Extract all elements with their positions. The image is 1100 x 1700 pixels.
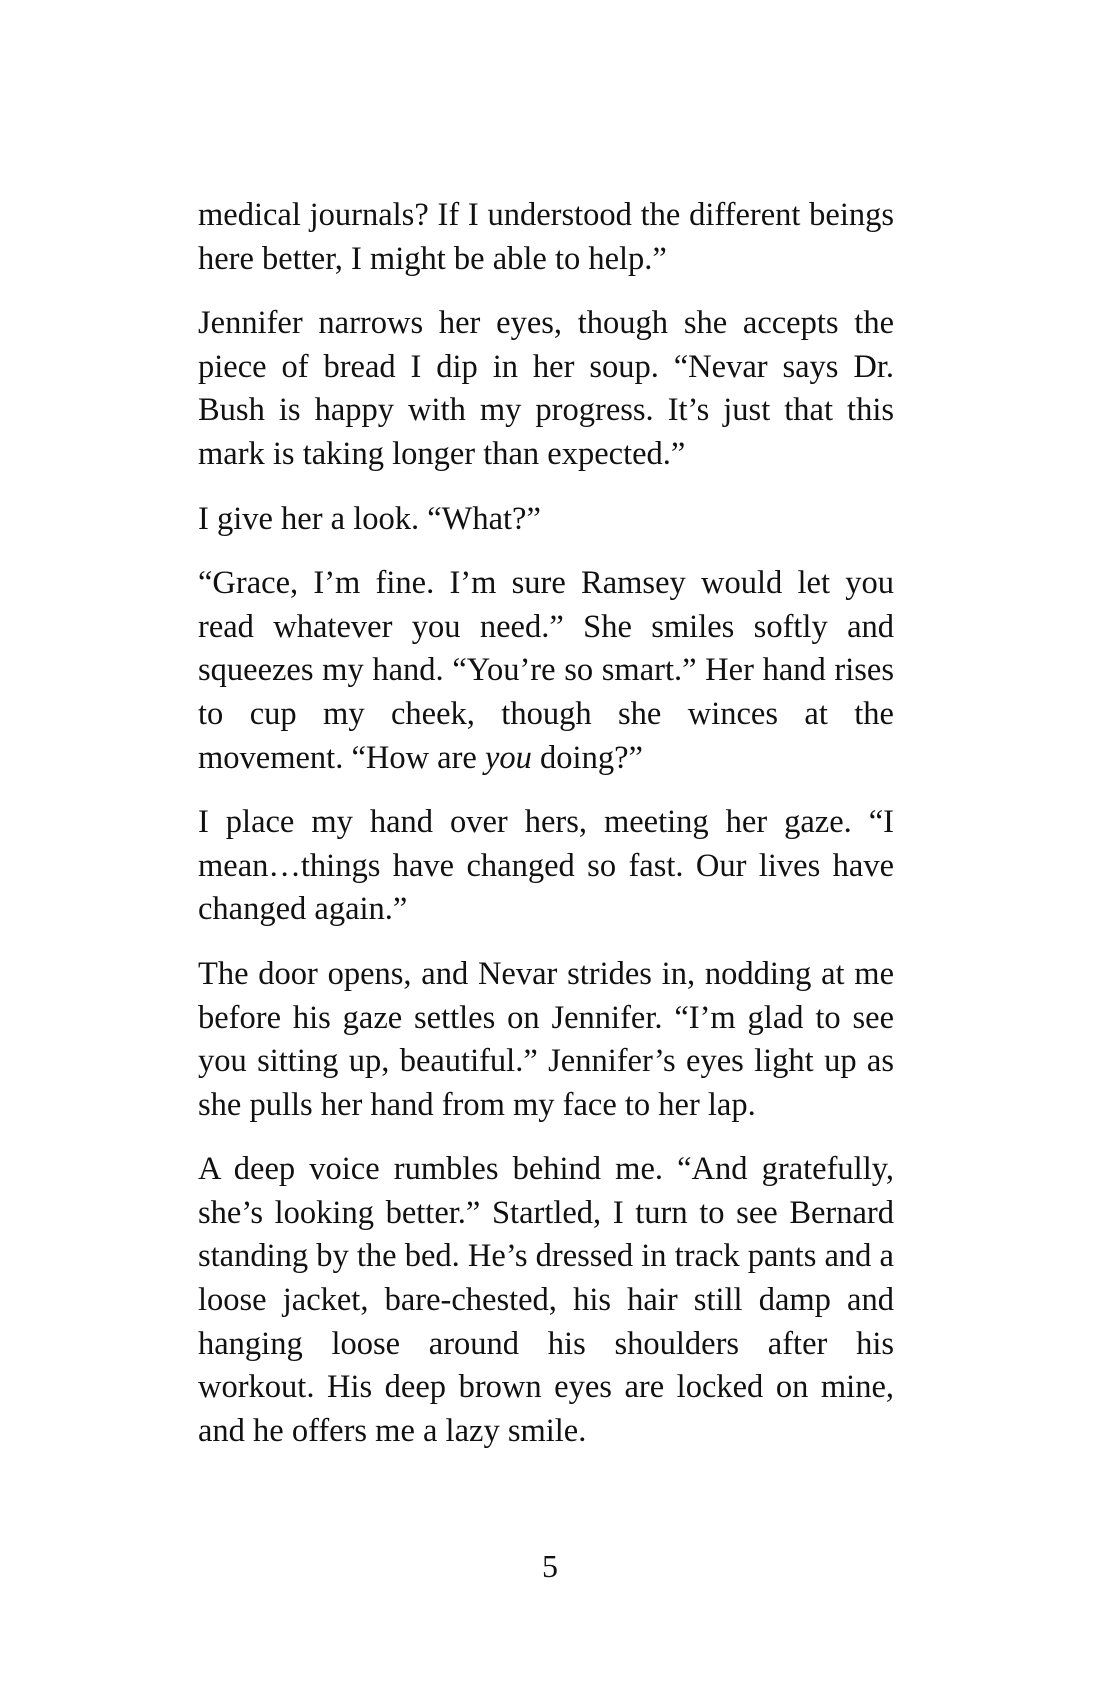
page-body bbox=[198, 194, 894, 1474]
paragraph: A deep voice rumbles behind me. “And gratefully, she’s looking better.” Startled, I turn to see Bernard standing by the bed. He’s dressed in track pants and a loose jacket, bare-chested, his hair still damp and hanging loose around his shoulders after his workout. His deep brown eyes are locked on mine, and he offers me a lazy smile. bbox=[198, 1151, 894, 1449]
paragraph-text: doing?” bbox=[531, 739, 643, 776]
paragraph: I place my hand over hers, meeting her gaze. “I mean…things have changed so fast. Our lives have changed again.” bbox=[198, 804, 894, 928]
paragraph: The door opens, and Nevar strides in, nodding at me before his gaze settles on Jennifer. “I’m glad to see you sitting up, beautiful.” Jennifer’s eyes light up as she pulls her hand from my face to her lap. bbox=[198, 955, 894, 1123]
paragraph: medical journals? If I understood the different beings here better, I might be able to help.” bbox=[198, 197, 894, 277]
paragraph bbox=[198, 562, 894, 780]
paragraph: Jennifer narrows her eyes, though she accepts the piece of bread I dip in her soup. “Nevar says Dr. Bush is happy with my progress. It’s just that this mark is taking longer than expected.” bbox=[198, 305, 894, 472]
paragraph: I give her a look. “What?” bbox=[198, 500, 541, 537]
paragraph-text: “Grace, I’m fine. I’m sure Ramsey would let you read whatever you need.” She smiles softly and squeezes my hand. “You’re so smart.” Her hand rises to cup my cheek, though she winces at the movement. “How are bbox=[198, 565, 894, 776]
emphasis-text: you bbox=[484, 739, 532, 776]
page-number: 5 bbox=[542, 1548, 558, 1584]
